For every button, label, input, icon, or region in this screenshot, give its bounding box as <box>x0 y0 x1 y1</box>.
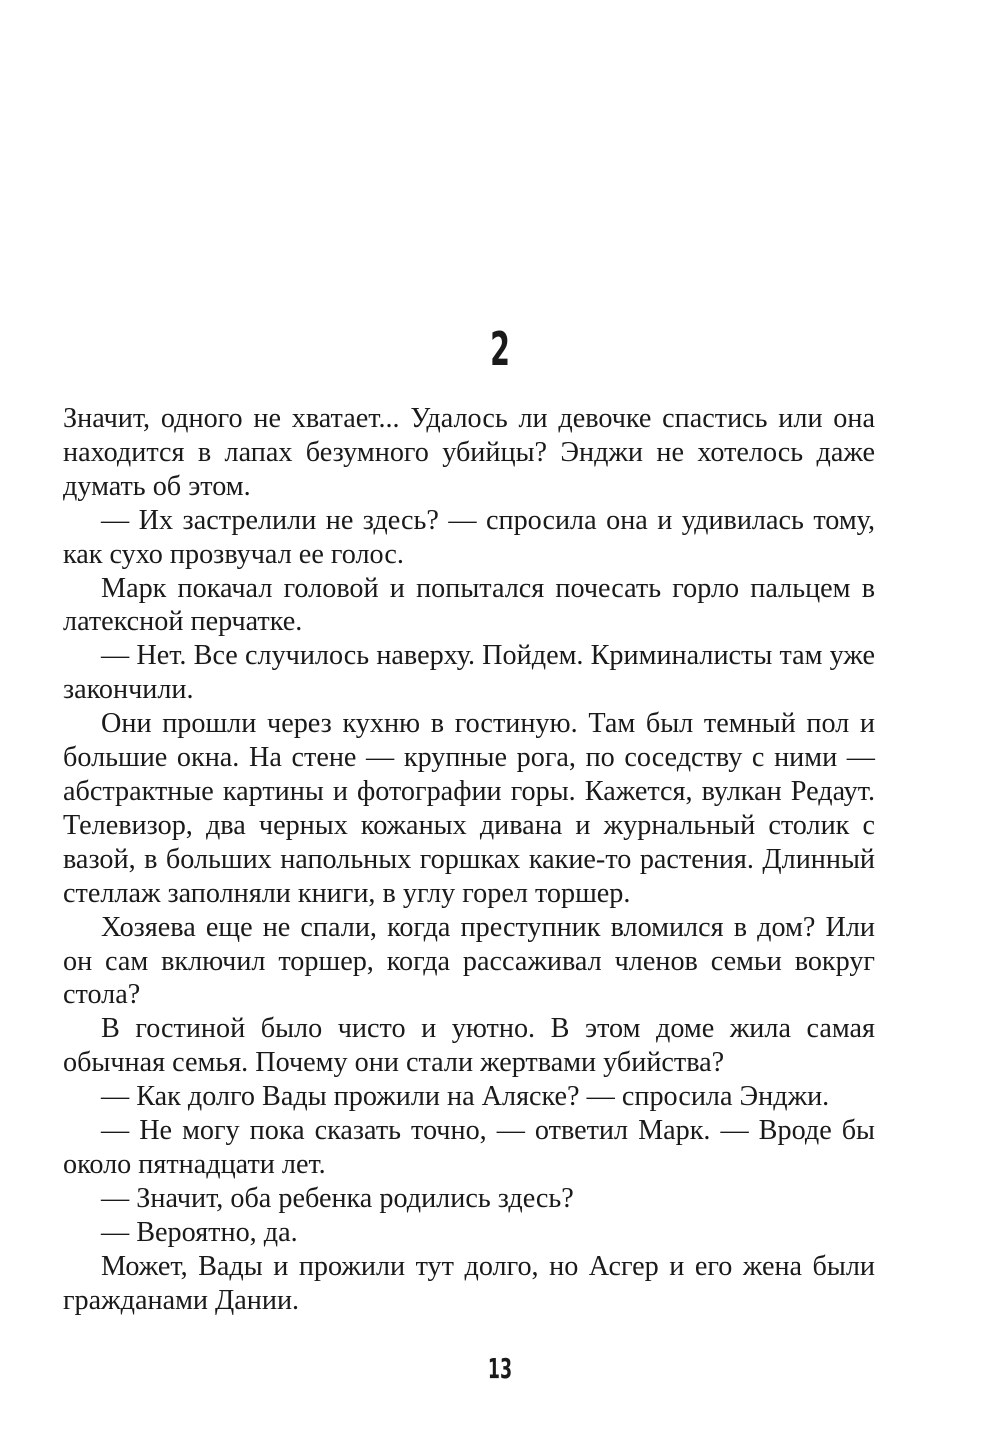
paragraph: Марк покачал головой и попытался почесать горло пальцем в латексной перчатке. <box>63 572 875 638</box>
body-text <box>63 402 875 1317</box>
paragraph: — Как долго Вады прожили на Аляске? — спросила Энджи. <box>101 1081 830 1113</box>
paragraph: — Значит, оба ребенка родились здесь? <box>101 1182 574 1214</box>
paragraph: Значит, одного не хватает... Удалось ли девочке спастись или она находится в лапах безумного убийцы? Энджи не хотелось даже думать об этом. <box>63 403 875 502</box>
paragraph: — Не могу пока сказать точно, — ответил Марк. — Вроде бы около пятнадцати лет. <box>63 1115 875 1180</box>
paragraph: Может, Вады и прожили тут долго, но Асгер и его жена были гражданами Дании. <box>63 1250 875 1316</box>
page-number: 13 <box>487 1352 513 1385</box>
paragraph: Они прошли через кухню в гостиную. Там был темный пол и большие окна. На стене — крупные рога, по соседству с ними — абстрактные картины и фотографии горы. Кажется, вулкан Редаут. Телевизор, два черных кожаных дивана и журнальный столик с вазой, в больших напольных горшках какие-то растения. Длинный стеллаж заполняли книги, в углу горел торшер. <box>63 708 875 909</box>
paragraph: — Вероятно, да. <box>101 1216 298 1248</box>
paragraph: — Их застрелили не здесь? — спросила она и удивилась тому, как сухо прозвучал ее голос. <box>63 504 875 570</box>
chapter-number: 2 <box>490 322 510 376</box>
paragraph: Хозяева еще не спали, когда преступник вломился в дом? Или он сам включил торшер, когда рассаживал членов семьи вокруг стола? <box>63 911 875 1011</box>
paragraph: В гостиной было чисто и уютно. В этом доме жила самая обычная семья. Почему они стали жертвами убийства? <box>63 1013 875 1079</box>
paragraph: — Нет. Все случилось наверху. Пойдем. Криминалисты там уже закончили. <box>63 640 875 706</box>
